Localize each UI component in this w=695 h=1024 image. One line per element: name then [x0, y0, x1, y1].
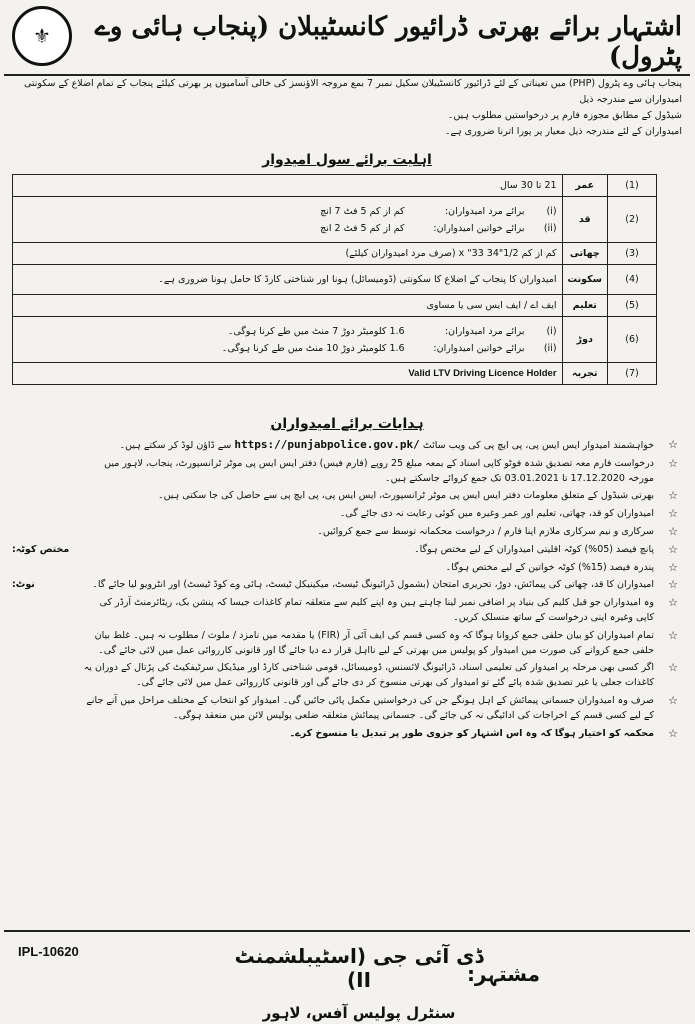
star-icon: ☆ [668, 628, 678, 642]
advertiser-title: ڈی آئی جی (اسٹیبلشمنٹ II) [234, 944, 484, 992]
list-item [12, 561, 684, 576]
star-icon: ☆ [668, 524, 678, 538]
advertiser-label: مشتہر: [466, 962, 540, 986]
item-text: سرکاری و نیم سرکاری ملازم اپنا فارم / درخواست محکمانہ توسط سے جمع کروائیں۔ [317, 525, 654, 537]
item-text: امیدواران کو قد، چھاتی، تعلیم اور عمر وغیرہ میں کوئی رعایت نہ دی جائے گی۔ [339, 508, 654, 520]
star-icon: ☆ [668, 507, 678, 521]
list-item [12, 629, 684, 659]
sub-who: برائے مرد امیدواران: [444, 325, 525, 337]
police-crest-icon: ⚜ [12, 6, 72, 66]
row-value: 21 تا 30 سال [13, 175, 563, 197]
sub-value: کم از کم 5 فٹ 7 انچ [320, 205, 405, 217]
sub-value: 1.6 کلومیٹر دوڑ 10 منٹ میں طے کرنا ہوگی۔ [221, 342, 405, 354]
row-label: تعلیم [562, 295, 607, 317]
star-icon: ☆ [668, 489, 678, 503]
item-text: محکمہ کو اختیار ہوگا کہ وہ اس اشتہار کو جزوی طور پر تبدیل یا منسوخ کرے۔ [289, 727, 654, 739]
sub-tag: (i) [546, 205, 557, 217]
sub-tag: (i) [546, 325, 557, 337]
page-title: اشتہار برائے بھرتی ڈرائیور کانسٹیبلان (پنجاب ہائی وے پٹرول) [94, 12, 682, 72]
list-item [12, 438, 684, 454]
sub-tag: (ii) [543, 342, 557, 354]
intro-line: شیڈول کے مطابق مجوزہ فارم پر درخواستیں مطلوب ہیں۔ [447, 110, 682, 121]
row-label: تجربہ [562, 363, 607, 385]
sub-value: 1.6 کلومیٹر دوڑ 7 منٹ میں طے کرنا ہوگی۔ [227, 325, 405, 337]
row-number: (4) [608, 265, 657, 295]
item-text: تمام امیدواران کو بیان حلفی جمع کروانا ہوگا کہ وہ کسی قسم کی ایف آئی آر (FIR) یا مقدمہ میں نامزد / ملوث / مطلوب نہ ہیں۔ غلط بیان حلفی جمع کروانے کی صورت میں امیدوار کو پولیس میں بھرتی کے لیے نااہل قرار دے دیا جائے گا اور قانونی کارروائی عمل میں لائی جائے گی۔ [94, 629, 654, 656]
item-text: درخواست فارم معہ تصدیق شدہ فوٹو کاپی اسناد کے بمعہ مبلغ 25 روپے (فارم فیس) دفتر ایس ایس پی موٹر ٹرانسپورٹ، پنجاب، لاہور میں مورخہ 17.12.2020 تا 03.01.2021 تک جمع کروائے جاسکتے ہیں۔ [104, 457, 654, 484]
sub-row [18, 220, 557, 237]
star-icon: ☆ [668, 456, 678, 470]
item-text: خواہشمند امیدوار ایس ایس پی، پی ایچ پی کی ویب سائٹ [422, 440, 654, 451]
instructions-title: ہدایات برائے امیدواران [270, 416, 424, 432]
star-icon: ☆ [668, 596, 678, 610]
star-icon: ☆ [668, 438, 678, 451]
item-text: پندرہ فیصد (15%) کوٹہ خواتین کے لیے مختص ہوگا۔ [445, 561, 654, 573]
row-value [13, 317, 563, 363]
sub-value: کم از کم 5 فٹ 2 انچ [320, 222, 405, 234]
sub-who: برائے خواتین امیدواران: [433, 342, 525, 354]
intro-text [12, 76, 682, 140]
item-text: وہ امیدواران جو قبل کلیم کی بنیاد پر اضافی نمبر لینا چاہتے ہیں وہ اپنے کلیم سے متعلقہ تمام کاغذات جیسا کہ پنشن بک، ریٹائرمنٹ آرڈر کی کاپی وغیرہ اپنی درخواست کے ساتھ منسلک کریں۔ [99, 597, 654, 623]
row-value: امیدواران کا پنجاب کے اضلاع کا سکونتی (ڈومیسائل) ہونا اور شناختی کارڈ کا حامل ہونا ضروری ہے۔ [13, 265, 563, 295]
row-label: چھاتی [562, 243, 607, 265]
intro-line: پنجاب ہائی وے پٹرول (PHP) میں تعیناتی کے لئے ڈرائیور کانسٹیبلان سکیل نمبر 7 بمع مروجہ الاؤنسز کی خالی آسامیوں پر بھرتی کیلئے پنجاب کے تمام اضلاع کے سکونتی امیدواران سے مندرجہ ذیل [23, 78, 682, 105]
row-label: قد [562, 197, 607, 243]
item-text: امیدواران کا قد، چھاتی کی پیمائش، دوڑ، تحریری امتحان (بشمول ڈرائیونگ ٹیسٹ، میکینیکل ٹیسٹ، ہائی وے کوڈ ٹیسٹ) اور انٹرویو لیا جائے گا۔ [92, 579, 654, 591]
row-value [13, 197, 563, 243]
row-value: Valid LTV Driving Licence Holder [13, 363, 563, 385]
side-label: مختص کوٹہ: [12, 543, 70, 555]
advertiser-address: سنٹرل پولیس آفس، لاہور [262, 1004, 456, 1022]
row-label: دوڑ [562, 317, 607, 363]
sub-who: برائے مرد امیدواران: [444, 205, 525, 217]
sub-row [18, 340, 557, 357]
advertiser-org [229, 944, 489, 1022]
row-value: کم از کم 1/2"34 x "33 (صرف مرد امیدواران کیلئے) [13, 243, 563, 265]
item-text: بھرتی شیڈول کے متعلق معلومات دفتر ایس ایس پی موٹر ٹرانسپورٹ، ایس ایس پی، پی ایچ پی سے حاصل کی جا سکتی ہیں۔ [158, 490, 654, 502]
row-number: (7) [608, 363, 657, 385]
row-number: (5) [608, 295, 657, 317]
table-row [13, 295, 657, 317]
item-text: سے ڈاؤن لوڈ کر سکتے ہیں۔ [119, 440, 232, 451]
list-item [12, 489, 684, 504]
list-item [12, 457, 684, 487]
sub-tag: (ii) [543, 222, 557, 234]
footer [4, 930, 690, 1022]
website-link[interactable]: https://punjabpolice.gov.pk/ [234, 438, 420, 451]
row-number: (1) [608, 175, 657, 197]
star-icon: ☆ [668, 726, 678, 740]
sub-who: برائے خواتین امیدواران: [433, 222, 525, 234]
sub-row [18, 203, 557, 220]
table-row [13, 363, 657, 385]
intro-line: امیدواران کے لئے مندرجہ ذیل معیار پر پورا اترنا ضروری ہے۔ [444, 126, 682, 137]
item-text: صرف وہ امیدواران جسمانی پیمائش کے اہل ہونگے جن کی درخواستیں مکمل پائی جائیں گی۔ امیدوار کو انتخاب کے مختلف مراحل میں آنے جانے کے لیے کسی قسم کے اخراجات کی ادائیگی نہ کی جائے گی۔ جسمانی پیمائش متعلقہ ضلعی پولیس لائن میں منعقد ہوگی۔ [86, 694, 654, 721]
table-row [13, 197, 657, 243]
row-number: (2) [608, 197, 657, 243]
row-number: (6) [608, 317, 657, 363]
star-icon: ☆ [668, 542, 678, 556]
list-item [12, 525, 684, 540]
list-item [12, 543, 684, 558]
row-value: ایف اے / ایف ایس سی یا مساوی [13, 295, 563, 317]
table-row [13, 317, 657, 363]
list-item [12, 661, 684, 691]
list-item [12, 694, 684, 724]
ipl-number: IPL-10620 [18, 944, 79, 959]
star-icon: ☆ [668, 578, 678, 592]
star-icon: ☆ [668, 693, 678, 707]
eligibility-table [12, 174, 657, 385]
table-row [13, 265, 657, 295]
item-text: اگر کسی بھی مرحلہ پر امیدوار کی تعلیمی اسناد، ڈرائیونگ لائسنس، ڈومیسائل، قومی شناختی کارڈ اور میڈیکل سرٹیفکیٹ کی پڑتال کے دوران یہ کاغذات جعلی یا غیر تصدیق شدہ پائے گئے تو امیدوار کی بھرتی منسوخ کر دی جائے گی اور قانونی کارروائی عمل میں لائی جائے گی۔ [83, 662, 654, 689]
table-row [13, 243, 657, 265]
table-row [13, 175, 657, 197]
list-item [12, 578, 684, 593]
side-label: نوٹ: [12, 579, 35, 591]
instructions-list [12, 438, 684, 744]
star-icon: ☆ [668, 661, 678, 675]
list-item [12, 596, 684, 626]
row-label: سکونت [562, 265, 607, 295]
star-icon: ☆ [668, 560, 678, 574]
row-number: (3) [608, 243, 657, 265]
list-item [12, 727, 684, 742]
item-text: پانچ فیصد (05%) کوٹہ اقلیتی امیدواران کے لیے مختص ہوگا۔ [414, 543, 654, 555]
list-item [12, 507, 684, 522]
header [4, 2, 690, 76]
sub-row [18, 323, 557, 340]
row-label: عمر [562, 175, 607, 197]
eligibility-title: اہلیت برائے سول امیدوار [262, 152, 432, 168]
advertisement-page [4, 2, 690, 1020]
